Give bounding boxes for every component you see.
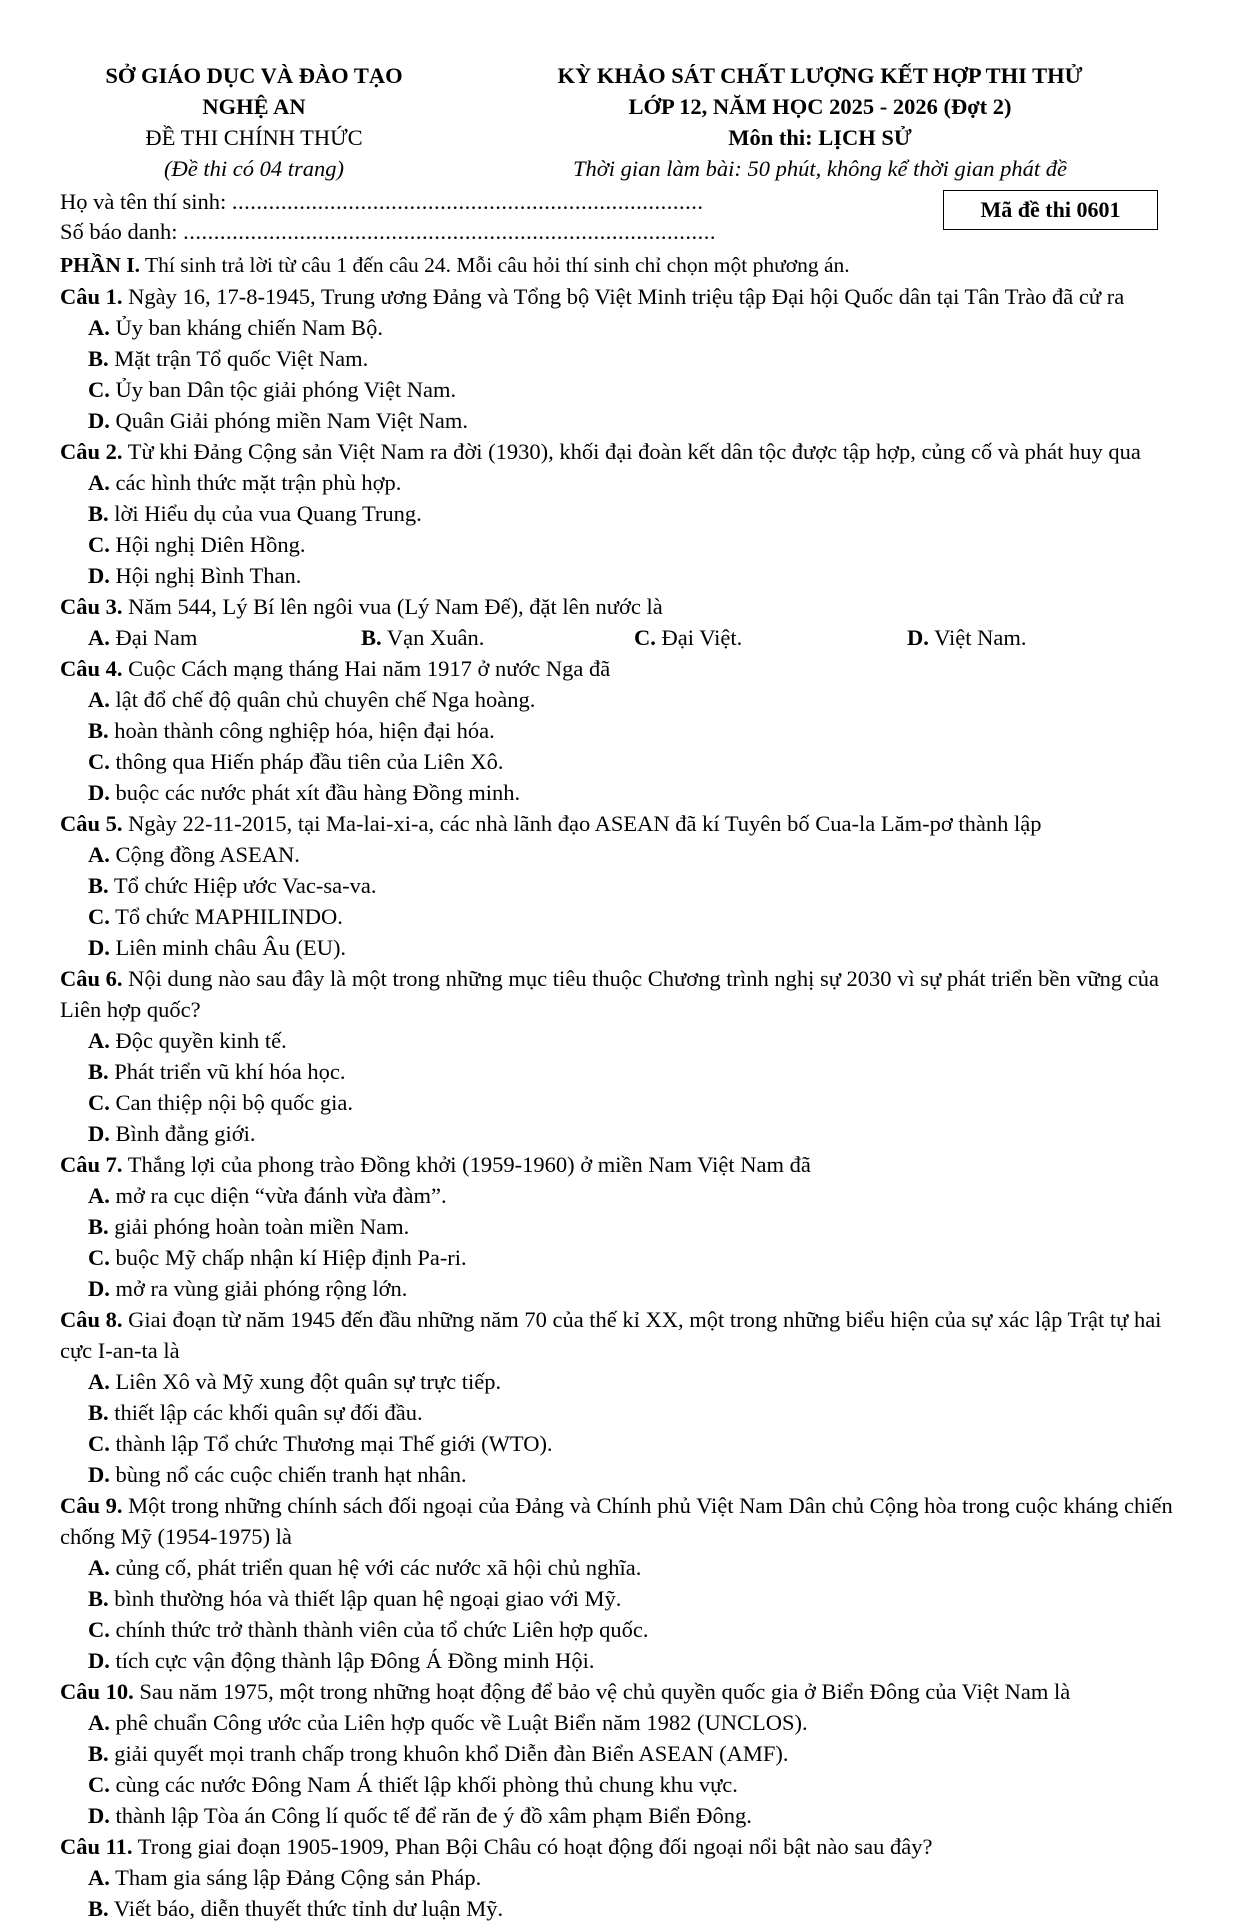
option-letter: A.	[88, 1369, 110, 1394]
option-letter: C.	[88, 532, 110, 557]
part1-instruction	[60, 250, 1180, 281]
option-text: giải phóng hoàn toàn miền Nam.	[108, 1214, 410, 1239]
option-text: Quân Giải phóng miền Nam Việt Nam.	[109, 408, 469, 433]
answer-option-b	[88, 343, 638, 374]
answer-options	[60, 1366, 1180, 1490]
question-6	[60, 963, 1180, 1149]
answer-option-d	[88, 405, 638, 436]
option-letter: D.	[88, 1648, 110, 1673]
exam-grade-year: LỚP 12, NĂM HỌC 2025 - 2026 (Đợt 2)	[628, 94, 1012, 119]
question-text: Một trong những chính sách đối ngoại của Đảng và Chính phủ Việt Nam Dân chủ Cộng hòa trong cuộc kháng chiến chống Mỹ (1954-1975) là	[60, 1493, 1173, 1549]
option-text: giải quyết mọi tranh chấp trong khuôn khổ Diễn đàn Biển ASEAN (AMF).	[108, 1741, 789, 1766]
option-text: Bình đẳng giới.	[109, 1121, 256, 1146]
option-text: lời Hiểu dụ của vua Quang Trung.	[108, 501, 422, 526]
option-text: Phát triển vũ khí hóa học.	[108, 1059, 346, 1084]
option-text: thông qua Hiến pháp đầu tiên của Liên Xô.	[109, 749, 504, 774]
option-text: buộc các nước phát xít đầu hàng Đồng minh.	[109, 780, 521, 805]
answer-option-a	[88, 839, 653, 870]
answer-option-c	[88, 1087, 653, 1118]
option-letter: D.	[88, 1462, 110, 1487]
option-text: Viết báo, diễn thuyết thức tỉnh dư luận Mỹ.	[108, 1896, 504, 1921]
option-letter: B.	[88, 1059, 109, 1084]
option-text: Ủy ban kháng chiến Nam Bộ.	[109, 315, 383, 340]
option-text: Hội nghị Bình Than.	[109, 563, 302, 588]
candidate-id-field[interactable]: .......................................................................................	[183, 219, 716, 244]
answer-option-a	[88, 622, 361, 653]
option-letter: B.	[88, 1741, 109, 1766]
option-text: Liên Xô và Mỹ xung đột quân sự trực tiếp.	[109, 1369, 502, 1394]
question-1	[60, 281, 1180, 436]
option-letter: A.	[88, 687, 110, 712]
question-9	[60, 1490, 1180, 1676]
option-letter: A.	[88, 1865, 110, 1890]
department-name: SỞ GIÁO DỤC VÀ ĐÀO TẠO	[105, 63, 403, 88]
answer-option-b	[88, 1583, 1180, 1614]
option-text: thành lập Tòa án Công lí quốc tế để răn đe ý đồ xâm phạm Biển Đông.	[109, 1803, 752, 1828]
option-letter: B.	[88, 346, 109, 371]
option-letter: A.	[88, 625, 110, 650]
answer-option-c	[88, 901, 653, 932]
option-letter: B.	[88, 1896, 109, 1921]
question-text: Năm 544, Lý Bí lên ngôi vua (Lý Nam Đế), đặt lên nước là	[122, 594, 663, 619]
question-label: Câu 7.	[60, 1152, 123, 1177]
part1-title: PHẦN I.	[60, 253, 141, 277]
question-label: Câu 1.	[60, 284, 123, 309]
exam-subject: Môn thi: LỊCH SỬ	[728, 125, 912, 150]
answer-options	[60, 1180, 1180, 1304]
question-label: Câu 8.	[60, 1307, 123, 1332]
answer-option-b	[88, 498, 638, 529]
option-letter: B.	[88, 1214, 109, 1239]
answer-option-c	[88, 529, 653, 560]
answer-options	[60, 839, 1180, 963]
option-letter: D.	[88, 1803, 110, 1828]
option-letter: D.	[907, 625, 929, 650]
answer-option-d	[88, 1118, 638, 1149]
question-label: Câu 5.	[60, 811, 123, 836]
option-letter: A.	[88, 1028, 110, 1053]
question-label: Câu 4.	[60, 656, 123, 681]
question-text: Nội dung nào sau đây là một trong những mục tiêu thuộc Chương trình nghị sự 2030 vì sự phát triển bền vững của Liên hợp quốc?	[60, 966, 1159, 1022]
question-stem	[60, 1831, 1180, 1862]
answer-options	[60, 1025, 1180, 1149]
question-5	[60, 808, 1180, 963]
question-7	[60, 1149, 1180, 1304]
answer-option-d	[88, 1645, 1180, 1676]
question-text: Cuộc Cách mạng tháng Hai năm 1917 ở nước Nga đã	[122, 656, 611, 681]
question-text: Thắng lợi của phong trào Đồng khởi (1959-1960) ở miền Nam Việt Nam đã	[122, 1152, 811, 1177]
question-label: Câu 11.	[60, 1834, 133, 1859]
answer-option-d	[88, 1273, 638, 1304]
option-letter: A.	[88, 1555, 110, 1580]
answer-option-d	[907, 622, 1180, 653]
option-letter: D.	[88, 1121, 110, 1146]
answer-option-a	[88, 1862, 1180, 1893]
option-letter: C.	[88, 749, 110, 774]
question-8	[60, 1304, 1180, 1490]
option-text: Can thiệp nội bộ quốc gia.	[109, 1090, 353, 1115]
answer-option-a	[88, 312, 653, 343]
question-stem	[60, 1304, 1180, 1366]
question-stem	[60, 281, 1180, 312]
page-count-note: (Đề thi có 04 trang)	[164, 156, 344, 181]
question-label: Câu 9.	[60, 1493, 123, 1518]
answer-option-a	[88, 1366, 653, 1397]
answer-option-b	[361, 622, 634, 653]
option-letter: A.	[88, 1710, 110, 1735]
option-letter: D.	[88, 1276, 110, 1301]
option-text: thành lập Tổ chức Thương mại Thế giới (WTO).	[109, 1431, 553, 1456]
answer-option-a	[88, 467, 653, 498]
exam-title: KỲ KHẢO SÁT CHẤT LƯỢNG KẾT HỢP THI THỬ	[557, 63, 1083, 88]
answer-option-a	[88, 684, 653, 715]
exam-header	[60, 60, 1180, 184]
question-text: Sau năm 1975, một trong những hoạt động để bảo vệ chủ quyền quốc gia ở Biển Đông của Việt Nam là	[133, 1679, 1071, 1704]
option-text: Mặt trận Tổ quốc Việt Nam.	[108, 346, 369, 371]
answer-option-a	[88, 1180, 653, 1211]
option-letter: B.	[361, 625, 382, 650]
option-letter: D.	[88, 935, 110, 960]
option-text: buộc Mỹ chấp nhận kí Hiệp định Pa-ri.	[109, 1245, 467, 1270]
exam-info-block	[480, 60, 1160, 184]
option-letter: D.	[88, 780, 110, 805]
option-letter: A.	[88, 315, 110, 340]
answer-option-b	[88, 1893, 1180, 1924]
candidate-name-field[interactable]: .............................................................................	[231, 189, 704, 214]
question-stem	[60, 963, 1180, 1025]
answer-option-c	[88, 1769, 1180, 1800]
option-text: Vạn Xuân.	[381, 625, 485, 650]
exam-code-box: Mã đề thi 0601	[943, 190, 1158, 230]
question-stem	[60, 1149, 1180, 1180]
option-letter: C.	[634, 625, 656, 650]
option-text: phê chuẩn Công ước của Liên hợp quốc về Luật Biển năm 1982 (UNCLOS).	[109, 1710, 808, 1735]
option-text: lật đổ chế độ quân chủ chuyên chế Nga hoàng.	[109, 687, 536, 712]
option-text: mở ra vùng giải phóng rộng lớn.	[109, 1276, 408, 1301]
option-letter: C.	[88, 1090, 110, 1115]
answer-option-b	[88, 1397, 638, 1428]
candidate-info	[60, 186, 1180, 246]
option-text: Tham gia sáng lập Đảng Cộng sản Pháp.	[109, 1865, 482, 1890]
question-list	[60, 281, 1180, 1924]
option-text: Hội nghị Diên Hồng.	[109, 532, 306, 557]
question-label: Câu 2.	[60, 439, 123, 464]
answer-option-b	[88, 870, 638, 901]
option-letter: A.	[88, 1183, 110, 1208]
question-text: Trong giai đoạn 1905-1909, Phan Bội Châu có hoạt động đối ngoại nổi bật nào sau đây?	[132, 1834, 933, 1859]
answer-option-b	[88, 1211, 638, 1242]
option-text: Liên minh châu Âu (EU).	[109, 935, 347, 960]
official-label: ĐỀ THI CHÍNH THỨC	[145, 125, 363, 150]
answer-option-c	[88, 1242, 653, 1273]
option-text: Đại Việt.	[655, 625, 743, 650]
question-stem	[60, 1676, 1180, 1707]
answer-options	[60, 622, 1180, 653]
option-text: Cộng đồng ASEAN.	[109, 842, 300, 867]
exam-duration: Thời gian làm bài: 50 phút, không kể thời gian phát đề	[573, 156, 1067, 181]
question-text: Ngày 16, 17-8-1945, Trung ương Đảng và Tổng bộ Việt Minh triệu tập Đại hội Quốc dân tại Tân Trào đã cử ra	[122, 284, 1125, 309]
question-text: Giai đoạn từ năm 1945 đến đầu những năm 70 của thế kỉ XX, một trong những biểu hiện của sự xác lập Trật tự hai cực I-an-ta là	[60, 1307, 1162, 1363]
question-stem	[60, 653, 1180, 684]
answer-option-c	[634, 622, 907, 653]
option-letter: D.	[88, 563, 110, 588]
answer-option-a	[88, 1025, 653, 1056]
option-letter: C.	[88, 377, 110, 402]
option-text: Việt Nam.	[928, 625, 1027, 650]
option-text: các hình thức mặt trận phù hợp.	[109, 470, 402, 495]
question-3	[60, 591, 1180, 653]
province-name: NGHỆ AN	[202, 94, 306, 119]
option-letter: B.	[88, 873, 109, 898]
option-text: Tổ chức MAPHILINDO.	[109, 904, 343, 929]
option-text: chính thức trở thành thành viên của tổ chức Liên hợp quốc.	[109, 1617, 649, 1642]
option-letter: B.	[88, 1586, 109, 1611]
answer-option-d	[88, 1459, 638, 1490]
option-letter: C.	[88, 1431, 110, 1456]
option-letter: B.	[88, 1400, 109, 1425]
question-text: Từ khi Đảng Cộng sản Việt Nam ra đời (1930), khối đại đoàn kết dân tộc được tập hợp, củng cố và phát huy qua	[122, 439, 1141, 464]
option-text: cùng các nước Đông Nam Á thiết lập khối phòng thủ chung khu vực.	[109, 1772, 738, 1797]
option-letter: C.	[88, 1772, 110, 1797]
question-11	[60, 1831, 1180, 1924]
option-text: mở ra cục diện “vừa đánh vừa đàm”.	[109, 1183, 447, 1208]
option-text: hoàn thành công nghiệp hóa, hiện đại hóa.	[108, 718, 495, 743]
option-letter: A.	[88, 842, 110, 867]
option-text: Đại Nam	[109, 625, 198, 650]
answer-options	[60, 684, 1180, 808]
issuer-block	[64, 60, 444, 184]
question-stem	[60, 808, 1180, 839]
answer-options	[60, 467, 1180, 591]
answer-option-b	[88, 715, 638, 746]
option-letter: B.	[88, 718, 109, 743]
question-text: Ngày 22-11-2015, tại Ma-lai-xi-a, các nhà lãnh đạo ASEAN đã kí Tuyên bố Cua-la Lăm-pơ thành lập	[122, 811, 1042, 836]
question-label: Câu 3.	[60, 594, 123, 619]
option-text: Độc quyền kinh tế.	[109, 1028, 287, 1053]
option-letter: D.	[88, 408, 110, 433]
answer-options	[60, 1552, 1180, 1676]
answer-option-c	[88, 1614, 1180, 1645]
answer-option-d	[88, 777, 638, 808]
answer-option-d	[88, 932, 638, 963]
option-text: củng cố, phát triển quan hệ với các nước xã hội chủ nghĩa.	[109, 1555, 642, 1580]
answer-options	[60, 1862, 1180, 1924]
option-text: thiết lập các khối quân sự đối đầu.	[108, 1400, 423, 1425]
option-text: Ủy ban Dân tộc giải phóng Việt Nam.	[109, 377, 457, 402]
option-letter: C.	[88, 1245, 110, 1270]
answer-options	[60, 1707, 1180, 1831]
answer-option-a	[88, 1707, 1180, 1738]
answer-option-d	[88, 560, 638, 591]
option-letter: B.	[88, 501, 109, 526]
option-letter: C.	[88, 1617, 110, 1642]
candidate-id-label: Số báo danh:	[60, 219, 178, 244]
answer-options	[60, 312, 1180, 436]
answer-option-a	[88, 1552, 1180, 1583]
option-text: tích cực vận động thành lập Đông Á Đồng minh Hội.	[109, 1648, 595, 1673]
question-stem	[60, 1490, 1180, 1552]
answer-option-c	[88, 746, 653, 777]
candidate-name-label: Họ và tên thí sinh:	[60, 189, 227, 214]
option-text: bùng nổ các cuộc chiến tranh hạt nhân.	[109, 1462, 467, 1487]
option-letter: A.	[88, 470, 110, 495]
question-4	[60, 653, 1180, 808]
option-text: Tổ chức Hiệp ước Vac-sa-va.	[108, 873, 377, 898]
question-stem	[60, 591, 1180, 622]
answer-option-d	[88, 1800, 1180, 1831]
question-stem	[60, 436, 1180, 467]
option-letter: C.	[88, 904, 110, 929]
option-text: bình thường hóa và thiết lập quan hệ ngoại giao với Mỹ.	[108, 1586, 622, 1611]
question-label: Câu 6.	[60, 966, 123, 991]
part1-text: Thí sinh trả lời từ câu 1 đến câu 24. Mỗi câu hỏi thí sinh chỉ chọn một phương án.	[140, 253, 850, 277]
answer-option-b	[88, 1056, 638, 1087]
answer-option-c	[88, 1428, 653, 1459]
answer-option-c	[88, 374, 653, 405]
question-label: Câu 10.	[60, 1679, 134, 1704]
question-2	[60, 436, 1180, 591]
